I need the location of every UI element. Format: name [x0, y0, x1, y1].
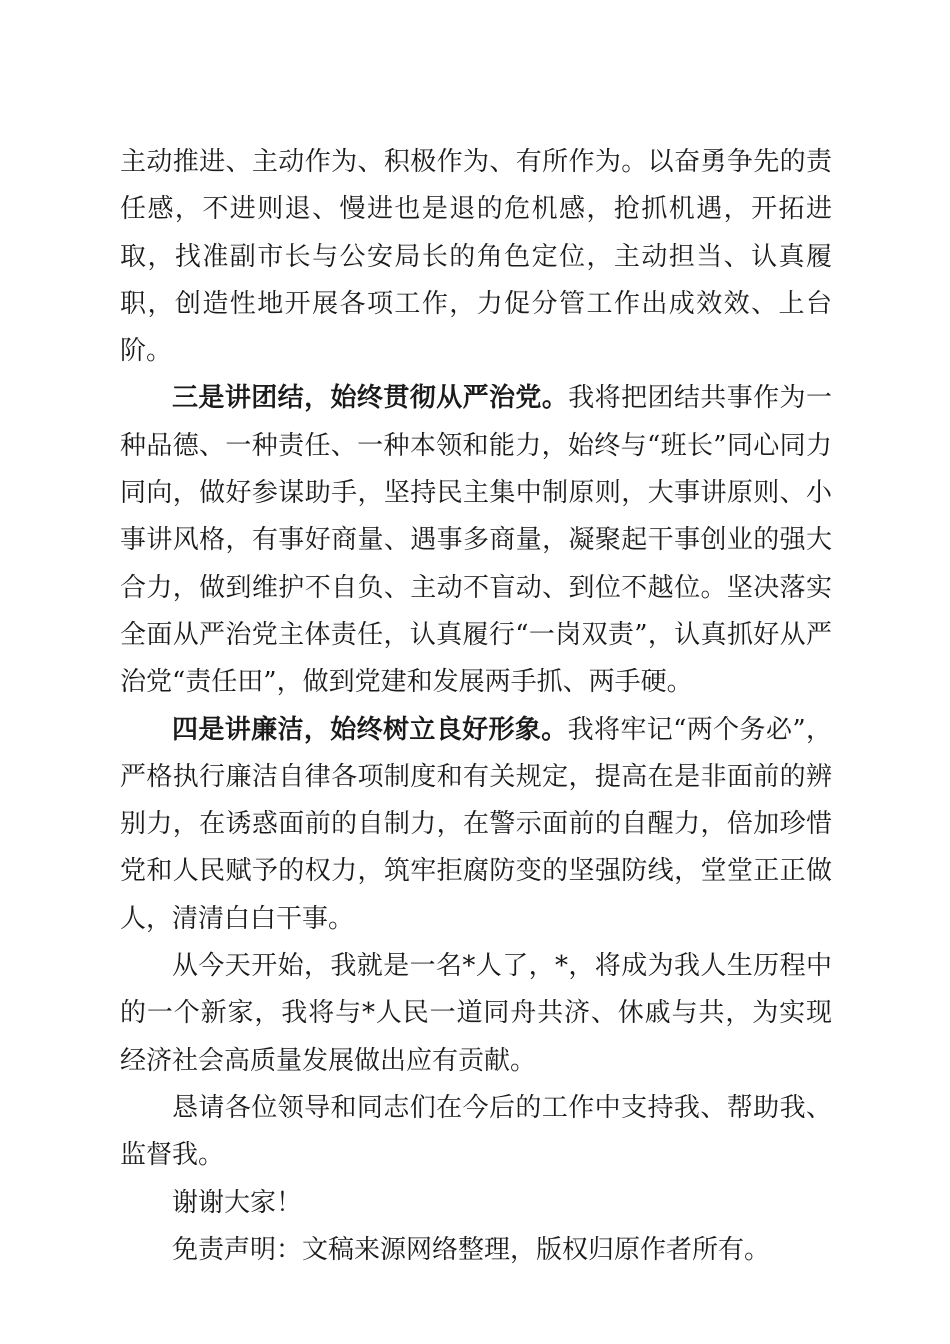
paragraph-unity-heading: 三是讲团结，始终贯彻从严治党。	[172, 383, 569, 414]
paragraph-disclaimer: 免责声明：文稿来源网络整理，版权归原作者所有。	[172, 1234, 771, 1265]
paragraph-thanks: 谢谢大家！	[172, 1187, 303, 1218]
paragraph-new-home: 从今天开始，我就是一名*人了，*，将成为我人生历程中的一个新家，我将与*人民一道同舟共济、休戚与共，为实现经济社会高质量发展做出应有贡献。	[120, 951, 832, 1076]
paragraph-integrity	[120, 707, 832, 943]
paragraph-request-support: 恳请各位领导和同志们在今后的工作中支持我、帮助我、监督我。	[120, 1092, 832, 1171]
document-body	[120, 139, 832, 1274]
paragraph-continued: 主动推进、主动作为、积极作为、有所作为。以奋勇争先的责任感，不进则退、慢进也是退的危机感，抢抓机遇，开拓进取，找准副市长与公安局长的角色定位，主动担当、认真履职，创造性地开展各项工作，力促分管工作出成效效、上台阶。	[120, 147, 832, 367]
paragraph-integrity-body: 我将牢记“两个务必”，严格执行廉洁自律各项制度和有关规定，提高在是非面前的辨别力，在诱惑面前的自制力，在警示面前的自醒力，倍加珍惜党和人民赋予的权力，筑牢拒腐防变的坚强防线，堂堂正正做人，清清白白干事。	[120, 714, 832, 934]
paragraph-unity	[120, 375, 832, 706]
paragraph-integrity-heading: 四是讲廉洁，始终树立良好形象。	[172, 714, 568, 745]
paragraph-unity-body: 我将把团结共事作为一种品德、一种责任、一种本领和能力，始终与“班长”同心同力同向，做好参谋助手，坚持民主集中制原则，大事讲原则、小事讲风格，有事好商量、遇事多商量，凝聚起干事创业的强大合力，做到维护不自负、主动不盲动、到位不越位。坚决落实全面从严治党主体责任，认真履行“一岗双责”，认真抓好从严治党“责任田”，做到党建和发展两手抓、两手硬。	[120, 383, 832, 698]
